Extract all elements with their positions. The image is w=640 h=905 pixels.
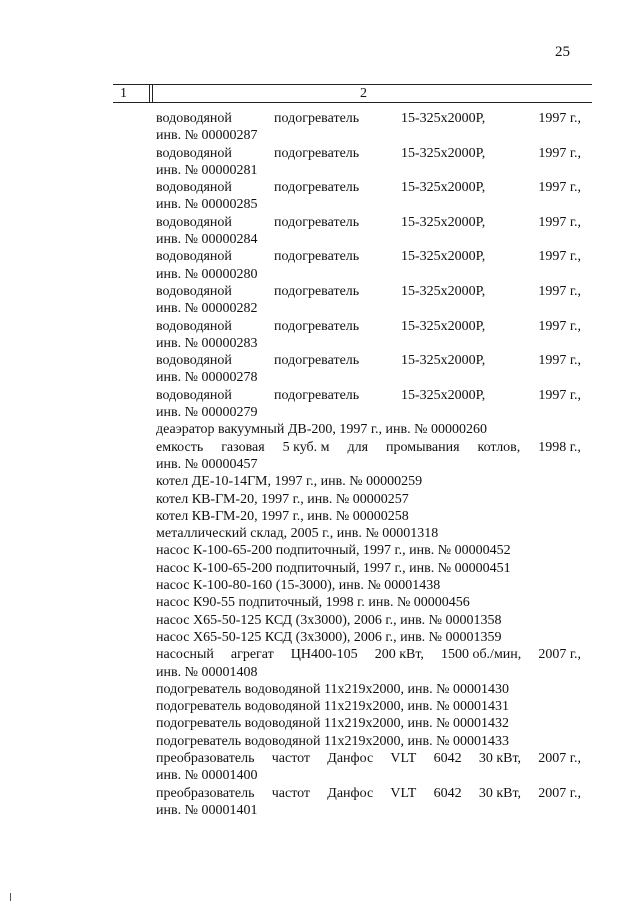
entry-word: подогреватель xyxy=(274,111,360,126)
entry-first-line xyxy=(156,179,581,196)
list-item-converter xyxy=(156,785,581,820)
entry-word: водоводяной xyxy=(156,283,232,299)
entry-word: водоводяной xyxy=(156,145,232,161)
list-item: котел ДЕ-10-14ГМ, 1997 г., инв. № 00000259 xyxy=(156,474,423,490)
entry-word: подогреватель xyxy=(274,318,360,334)
list-item-heater xyxy=(156,179,581,214)
entry-word: для xyxy=(347,439,369,455)
entry-word: водоводяной xyxy=(156,249,232,265)
entry-word: промывания xyxy=(386,439,460,455)
entry-word: 2007 г., xyxy=(538,785,581,801)
list-item: подогреватель водоводяной 11х219х2000, инв. № 00001430 xyxy=(156,681,509,697)
entry-word: 15-325х2000Р, xyxy=(401,387,486,403)
entry-first-line xyxy=(156,248,581,265)
entry-word: подогреватель xyxy=(274,145,360,161)
entry-word: 15-325х2000Р, xyxy=(401,353,486,369)
list-item-heater xyxy=(156,352,581,387)
entry-year: 1997 г., xyxy=(538,353,581,369)
list-item: подогреватель водоводяной 11х219х2000, инв. № 00001431 xyxy=(156,699,509,715)
list-item-heater xyxy=(156,248,581,283)
list-item-converter xyxy=(156,750,581,785)
entry-word: 15-325х2000Р, xyxy=(401,249,486,265)
list-item: насос К-100-65-200 подпиточный, 1997 г., инв. № 00000451 xyxy=(156,560,511,576)
inventory-number: инв. № 00000285 xyxy=(156,197,258,213)
inventory-number: инв. № 00001408 xyxy=(156,664,258,680)
entry-word: 30 кВт, xyxy=(478,750,522,766)
entry-word: VLT xyxy=(390,785,417,801)
table-header xyxy=(113,84,592,103)
entry-word: подогреватель xyxy=(274,214,360,230)
entry-word: 6042 xyxy=(433,750,462,766)
entry-word: 15-325х2000Р, xyxy=(401,145,486,161)
entry-year: 1997 г., xyxy=(538,387,581,403)
entry-word: котлов, xyxy=(477,439,521,455)
entry-word: подогреватель xyxy=(274,387,360,403)
column-2-header: 2 xyxy=(360,86,367,101)
entry-word: 1998 г., xyxy=(538,439,581,455)
list-item-heater xyxy=(156,283,581,318)
entry-year: 1997 г., xyxy=(538,214,581,230)
entry-word: 15-325х2000Р, xyxy=(401,111,486,126)
entry-first-line xyxy=(156,352,581,369)
entry-word: подогреватель xyxy=(274,283,360,299)
inventory-number: инв. № 00000279 xyxy=(156,405,258,421)
list-item: насос К-100-65-200 подпиточный, 1997 г., инв. № 00000452 xyxy=(156,543,511,559)
column-divider-double xyxy=(152,85,153,102)
list-item-heater xyxy=(156,318,581,353)
page-number: 25 xyxy=(555,44,570,60)
inventory-number: инв. № 00000278 xyxy=(156,370,258,386)
entry-word: ЦН400-105 xyxy=(290,647,358,663)
entry-word: 200 кВт, xyxy=(374,647,424,663)
entry-word: водоводяной xyxy=(156,353,232,369)
list-item: насос К90-55 подпиточный, 1998 г. инв. № 00000456 xyxy=(156,595,470,611)
list-item-tank xyxy=(156,439,581,474)
margin-mark xyxy=(10,893,11,901)
list-item-heater xyxy=(156,145,581,180)
inventory-number: инв. № 00000280 xyxy=(156,266,258,282)
entry-first-line xyxy=(156,318,581,335)
entry-word: газовая xyxy=(221,439,265,455)
entry-word: 1500 об./мин, xyxy=(440,647,522,663)
list-item: котел КВ-ГМ-20, 1997 г., инв. № 00000258 xyxy=(156,508,409,524)
entry-first-line xyxy=(156,283,581,300)
entry-word: 30 кВт, xyxy=(478,785,522,801)
list-item: насос Х65-50-125 КСД (3х3000), 2006 г., инв. № 00001358 xyxy=(156,612,502,628)
entry-word: водоводяной xyxy=(156,111,232,126)
entry-year: 1997 г., xyxy=(538,249,581,265)
entry-word: водоводяной xyxy=(156,387,232,403)
entry-first-line xyxy=(156,214,581,231)
inventory-number: инв. № 00000284 xyxy=(156,232,258,248)
entry-word: подогреватель xyxy=(274,353,360,369)
entry-word: 2007 г., xyxy=(538,647,581,663)
entry-word: частот xyxy=(271,750,311,766)
entry-word: подогреватель xyxy=(274,180,360,196)
list-item: подогреватель водоводяной 11х219х2000, инв. № 00001433 xyxy=(156,733,509,749)
entry-word: 15-325х2000Р, xyxy=(401,214,486,230)
entry-word: водоводяной xyxy=(156,318,232,334)
column-divider xyxy=(149,85,150,102)
entry-year: 1997 г., xyxy=(538,318,581,334)
list-item: насос К-100-80-160 (15-3000), инв. № 00001438 xyxy=(156,578,441,594)
entry-word: насосный xyxy=(156,647,214,663)
inventory-number: инв. № 00001400 xyxy=(156,768,258,784)
list-item-heater xyxy=(156,110,581,145)
list-item: насос Х65-50-125 КСД (3х3000), 2006 г., инв. № 00001359 xyxy=(156,629,502,645)
entry-year: 1997 г., xyxy=(538,180,581,196)
inventory-number: инв. № 00000287 xyxy=(156,128,258,144)
entry-word: 2007 г., xyxy=(538,750,581,766)
list-item: металлический склад, 2005 г., инв. № 00001318 xyxy=(156,526,439,542)
inventory-number: инв. № 00000281 xyxy=(156,162,258,178)
entry-year: 1997 г., xyxy=(538,283,581,299)
entry-word: 5 куб. м xyxy=(282,439,330,455)
list-item-heater xyxy=(156,214,581,249)
entry-word: водоводяной xyxy=(156,180,232,196)
entry-word: подогреватель xyxy=(274,249,360,265)
column-1-header: 1 xyxy=(120,86,127,101)
entry-word: емкость xyxy=(156,439,204,455)
entry-word: агрегат xyxy=(230,647,274,663)
equipment-list xyxy=(156,110,581,819)
inventory-number: инв. № 00000282 xyxy=(156,301,258,317)
entry-word: частот xyxy=(271,785,311,801)
entry-first-line xyxy=(156,785,581,802)
entry-first-line xyxy=(156,110,581,127)
entry-first-line xyxy=(156,750,581,767)
list-item-deaerator: деаэратор вакуумный ДВ-200, 1997 г., инв. № 00000260 xyxy=(156,422,487,438)
entry-year: 1997 г., xyxy=(538,145,581,161)
entry-word: 6042 xyxy=(433,785,462,801)
entry-word: 15-325х2000Р, xyxy=(401,180,486,196)
inventory-number: инв. № 00001401 xyxy=(156,802,258,818)
list-item-heater xyxy=(156,387,581,422)
entry-word: Данфос xyxy=(327,785,374,801)
entry-word: 15-325х2000Р, xyxy=(401,318,486,334)
list-item: подогреватель водоводяной 11х219х2000, инв. № 00001432 xyxy=(156,716,509,732)
inventory-number: инв. № 00000457 xyxy=(156,456,258,472)
entry-word: преобразователь xyxy=(156,750,255,766)
entry-word: Данфос xyxy=(327,750,374,766)
entry-word: преобразователь xyxy=(156,785,255,801)
entry-word: VLT xyxy=(390,750,417,766)
list-item-pump-unit xyxy=(156,646,581,681)
entry-first-line xyxy=(156,387,581,404)
entry-year: 1997 г., xyxy=(538,111,581,126)
entry-word: 15-325х2000Р, xyxy=(401,283,486,299)
list-item: котел КВ-ГМ-20, 1997 г., инв. № 00000257 xyxy=(156,491,409,507)
entry-word: водоводяной xyxy=(156,214,232,230)
inventory-number: инв. № 00000283 xyxy=(156,335,258,351)
entry-first-line xyxy=(156,145,581,162)
